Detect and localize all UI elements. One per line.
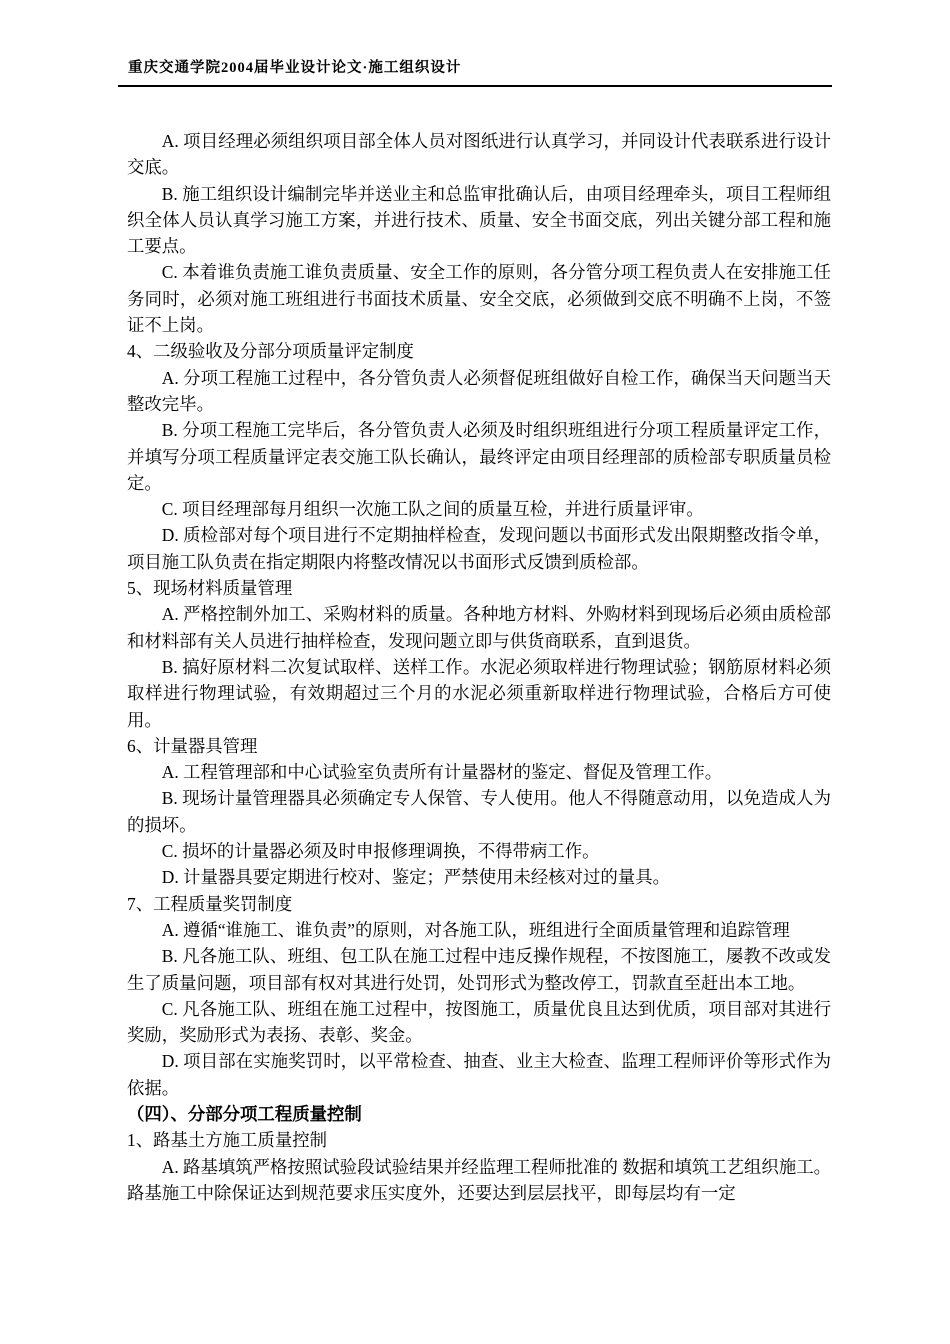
paragraph: B. 凡各施工队、班组、包工队在施工过程中违反操作规程，不按图施工，屡教不改或发生了质量问题，项目部有权对其进行处罚，处罚形式为整改停工，罚款直至赶出本工地。	[127, 946, 831, 993]
paragraph: B. 现场计量管理器具必须确定专人保管、专人使用。他人不得随意动用，以免造成人为的损坏。	[127, 788, 831, 835]
paragraph: A. 工程管理部和中心试验室负责所有计量器材的鉴定、督促及管理工作。	[161, 762, 723, 783]
paragraph: C. 本着谁负责施工谁负责质量、安全工作的原则，各分管分项工程负责人在安排施工任务同时，必须对施工班组进行书面技术质量、安全交底，必须做到交底不明确不上岗，不签证不上岗。	[127, 262, 831, 336]
header-divider	[118, 85, 832, 87]
paragraph: D. 质检部对每个项目进行不定期抽样检查，发现问题以书面形式发出限期整改指令单，项目施工队负责在指定期限内将整改情况以书面形式反馈到质检部。	[127, 525, 831, 572]
paragraph: C. 损坏的计量器必须及时申报修理调换，不得带病工作。	[161, 841, 600, 862]
paragraph: C. 凡各施工队、班组在施工过程中，按图施工，质量优良且达到优质，项目部对其进行奖励，奖励形式为表扬、表彰、奖金。	[127, 998, 831, 1046]
header-title: 重庆交通学院2004届毕业设计论文·施工组织设计	[128, 60, 462, 76]
page-header	[118, 58, 832, 87]
paragraph: B. 搞好原材料二次复试取样、送样工作。水泥必须取样进行物理试验；钢筋原材料必须取样进行物理试验，有效期超过三个月的水泥必须重新取样进行物理试验，合格后方可使用。	[127, 656, 831, 730]
section-heading: 6、计量器具管理	[127, 735, 258, 756]
paragraph: B. 施工组织设计编制完毕并送业主和总监审批确认后，由项目经理牵头，项目工程师组织全体人员认真学习施工方案，并进行技术、质量、安全书面交底，列出关键分部工程和施工要点。	[127, 183, 831, 257]
paragraph: D. 计量器具要定期进行校对、鉴定；严禁使用未经核对过的量具。	[161, 867, 670, 888]
section-heading: 5、现场材料质量管理	[127, 578, 293, 599]
paragraph: A. 分项工程施工过程中，各分管负责人必须督促班组做好自检工作，确保当天问题当天整改完毕。	[127, 367, 831, 414]
section-heading: 4、二级验收及分部分项质量评定制度	[127, 341, 414, 362]
paragraph: A. 路基填筑严格按照试验段试验结果并经监理工程师批准的 数据和填筑工艺组织施工。路基施工中除保证达到规范要求压实度外，还要达到层层找平，即每层均有一定	[127, 1156, 831, 1203]
paragraph: D. 项目部在实施奖罚时，以平常检查、抽查、业主大检查、监理工程师评价等形式作为依据。	[127, 1051, 831, 1098]
paragraph: A. 遵循“谁施工、谁负责”的原则，对各施工队，班组进行全面质量管理和追踪管理	[161, 919, 790, 940]
section-heading: 1、路基土方施工质量控制	[127, 1130, 327, 1151]
section-heading: 7、工程质量奖罚制度	[127, 893, 293, 914]
paragraph: A. 严格控制外加工、采购材料的质量。各种地方材料、外购材料到现场后必须由质检部和材料部有关人员进行抽样检查，发现问题立即与供货商联系，直到退货。	[127, 604, 831, 651]
paragraph: A. 项目经理必须组织项目部全体人员对图纸进行认真学习，并同设计代表联系进行设计交底。	[127, 131, 831, 178]
paragraph: B. 分项工程施工完毕后，各分管负责人必须及时组织班组进行分项工程质量评定工作，并填写分项工程质量评定表交施工队长确认，最终评定由项目经理部的质检部专职质量员检定。	[127, 420, 831, 493]
paragraph: C. 项目经理部每月组织一次施工队之间的质量互检，并进行质量评审。	[161, 499, 704, 520]
section-heading: （四）、分部分项工程质量控制	[127, 1103, 362, 1124]
document-body	[127, 128, 831, 1206]
